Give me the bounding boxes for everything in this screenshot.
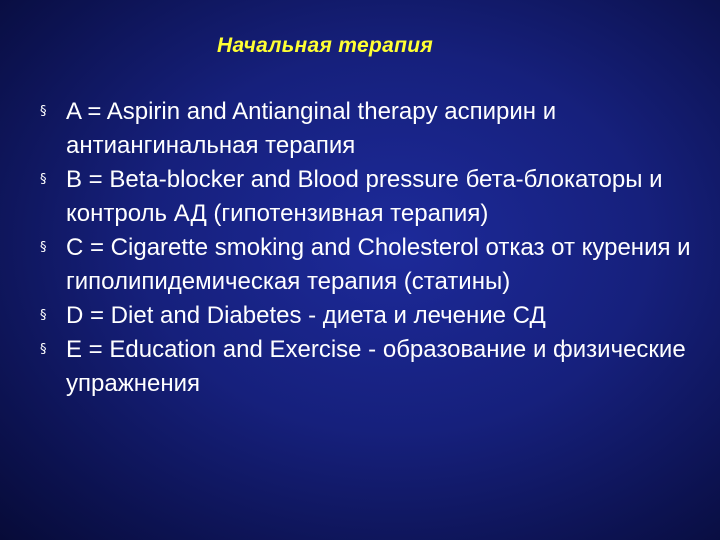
list-item-text: E = Education and Exercise - образование и физические упражнения xyxy=(66,336,686,397)
bullet-icon: § xyxy=(40,342,47,357)
list-item xyxy=(40,231,700,299)
list-item xyxy=(40,95,700,163)
bullet-icon: § xyxy=(40,240,47,255)
list-item-text: A = Aspirin and Antianginal therapy аспирин и антиангинальная терапия xyxy=(66,98,557,159)
list-item-text: C = Cigarette smoking and Cholesterol отказ от курения и гиполипидемическая терапия (статины) xyxy=(66,234,691,295)
bullet-icon: § xyxy=(40,308,47,323)
bullet-list xyxy=(40,95,700,401)
slide-title: Начальная терапия xyxy=(216,34,434,57)
list-item xyxy=(40,299,700,333)
list-item-text: D = Diet and Diabetes - диета и лечение СД xyxy=(66,302,546,329)
bullet-icon: § xyxy=(40,172,47,187)
list-item-text: B = Beta-blocker and Blood pressure бета-блокаторы и контроль АД (гипотензивная терапия) xyxy=(66,166,663,227)
bullet-icon: § xyxy=(40,104,47,119)
list-item xyxy=(40,333,700,401)
list-item xyxy=(40,163,700,231)
